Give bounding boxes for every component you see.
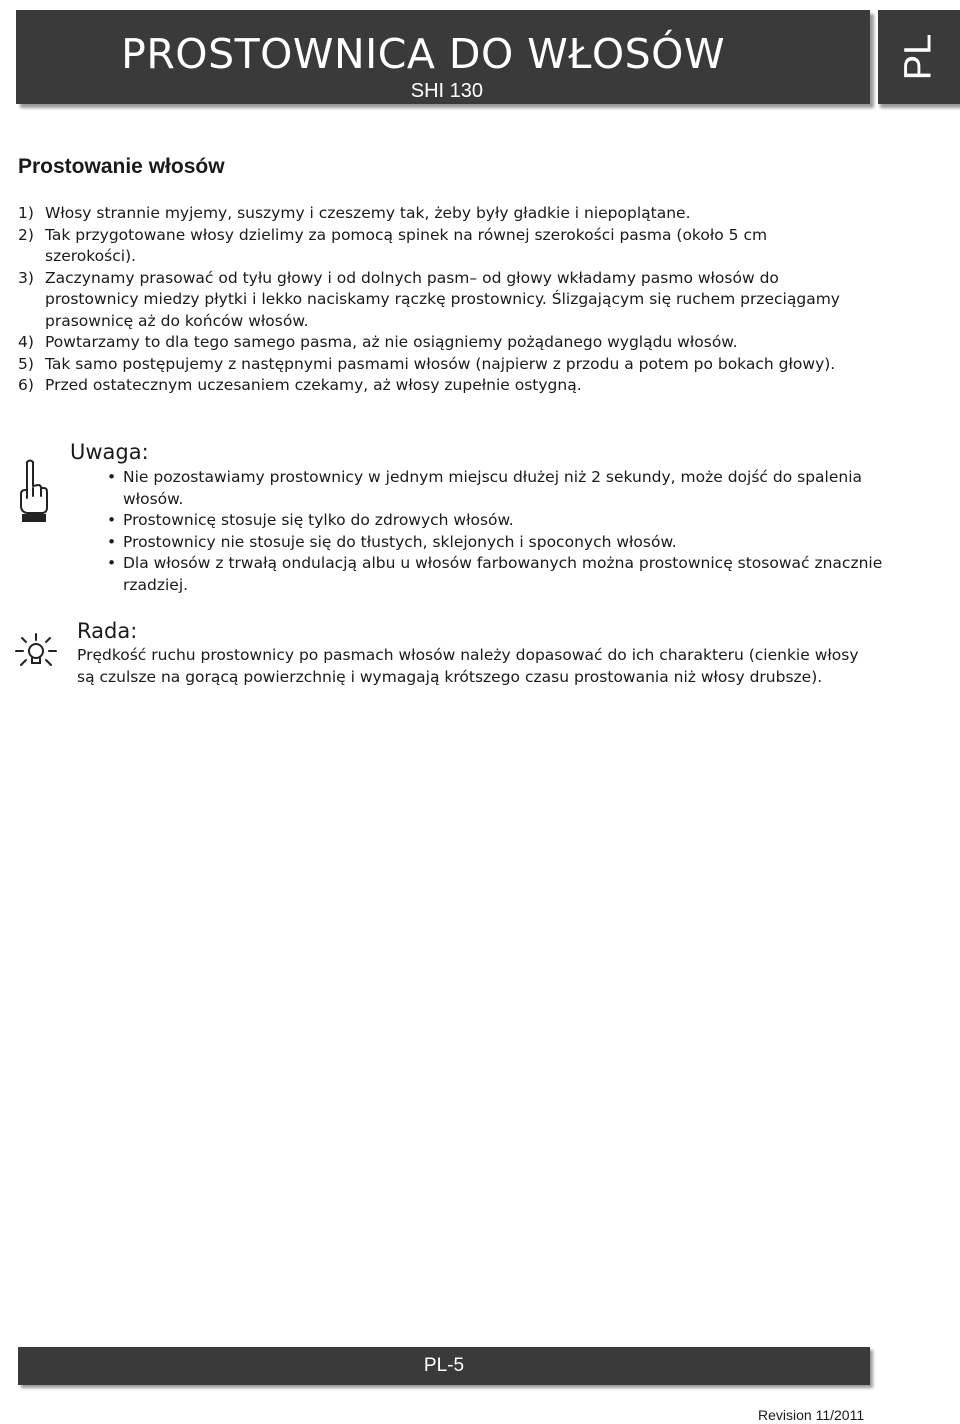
document-title: PROSTOWNICA DO WŁOSÓW: [121, 30, 725, 78]
note-title: Uwaga:: [70, 440, 149, 464]
step-number: 2): [18, 225, 34, 244]
step-text: Tak przygotowane włosy dzielimy za pomocą spinek na równej szerokości pasma (około 5 cm szerokości).: [45, 225, 768, 265]
section-heading: Prostowanie włosów: [18, 155, 225, 178]
step-number: 1): [18, 204, 34, 222]
model-number: SHI 130: [410, 80, 483, 102]
list-item: [18, 203, 858, 225]
list-item: [18, 354, 858, 376]
step-number: 4): [18, 333, 34, 351]
light-bulb-icon: [14, 632, 58, 672]
footer-bar: [18, 1347, 870, 1385]
note-list: [105, 467, 895, 596]
step-text: Włosy strannie myjemy, suszymy i czeszemy tak, żeby były gładkie i niepoplątane.: [45, 204, 691, 222]
step-number: 6): [18, 376, 34, 394]
language-code: PL: [897, 33, 940, 81]
pointing-hand-icon: [14, 458, 50, 524]
list-item: • Dla włosów z trwałą ondulacją albu u włosów farbowanych można prostownicę stosować znacznie rzadziej.: [105, 553, 895, 596]
tip-text: Prędkość ruchu prostownicy po pasmach włosów należy dopasować do ich charakteru (cienkie włosy są czulsze na gorącą powierzchnię i wymagają krótszego czasu prostowania niż włosy drubsze).: [77, 646, 859, 686]
page-number: PL-5: [423, 1355, 465, 1376]
revision-label: Revision 11/2011: [758, 1407, 865, 1423]
list-item: [18, 332, 858, 354]
list-item: • Prostownicy nie stosuje się do tłustych, sklejonych i spoconych włosów.: [105, 532, 895, 554]
step-text: Zaczynamy prasować od tyłu głowy i od dolnych pasm– od głowy wkładamy pasmo włosów do prostownicy miedzy płytki i lekko naciskamy rączkę prostownicy. Ślizgającym się ruchem przeciągamy prasownicę aż do końców włosów.: [45, 268, 840, 330]
step-text: Tak samo postępujemy z następnymi pasmami włosów (najpierw z przodu a potem po bokach głowy).: [45, 354, 836, 373]
list-item: [18, 375, 858, 397]
step-text: Przed ostatecznym uczesaniem czekamy, aż włosy zupełnie ostygną.: [45, 376, 582, 394]
list-item: [18, 225, 858, 268]
step-text: Powtarzamy to dla tego samego pasma, aż nie osiągniemy pożądanego wyglądu włosów.: [45, 333, 738, 351]
list-item: • Prostownicę stosuje się tylko do zdrowych włosów.: [105, 510, 895, 532]
header-bar: [16, 10, 870, 104]
list-item: • Nie pozostawiamy prostownicy w jednym miejscu dłużej niż 2 sekundy, może dojść do spalenia włosów.: [105, 467, 895, 510]
language-tab: [878, 10, 960, 104]
tip-title: Rada:: [77, 619, 138, 643]
list-item: [18, 268, 858, 333]
steps-list: [18, 203, 858, 397]
step-number: 5): [18, 354, 34, 373]
step-number: 3): [18, 268, 34, 287]
